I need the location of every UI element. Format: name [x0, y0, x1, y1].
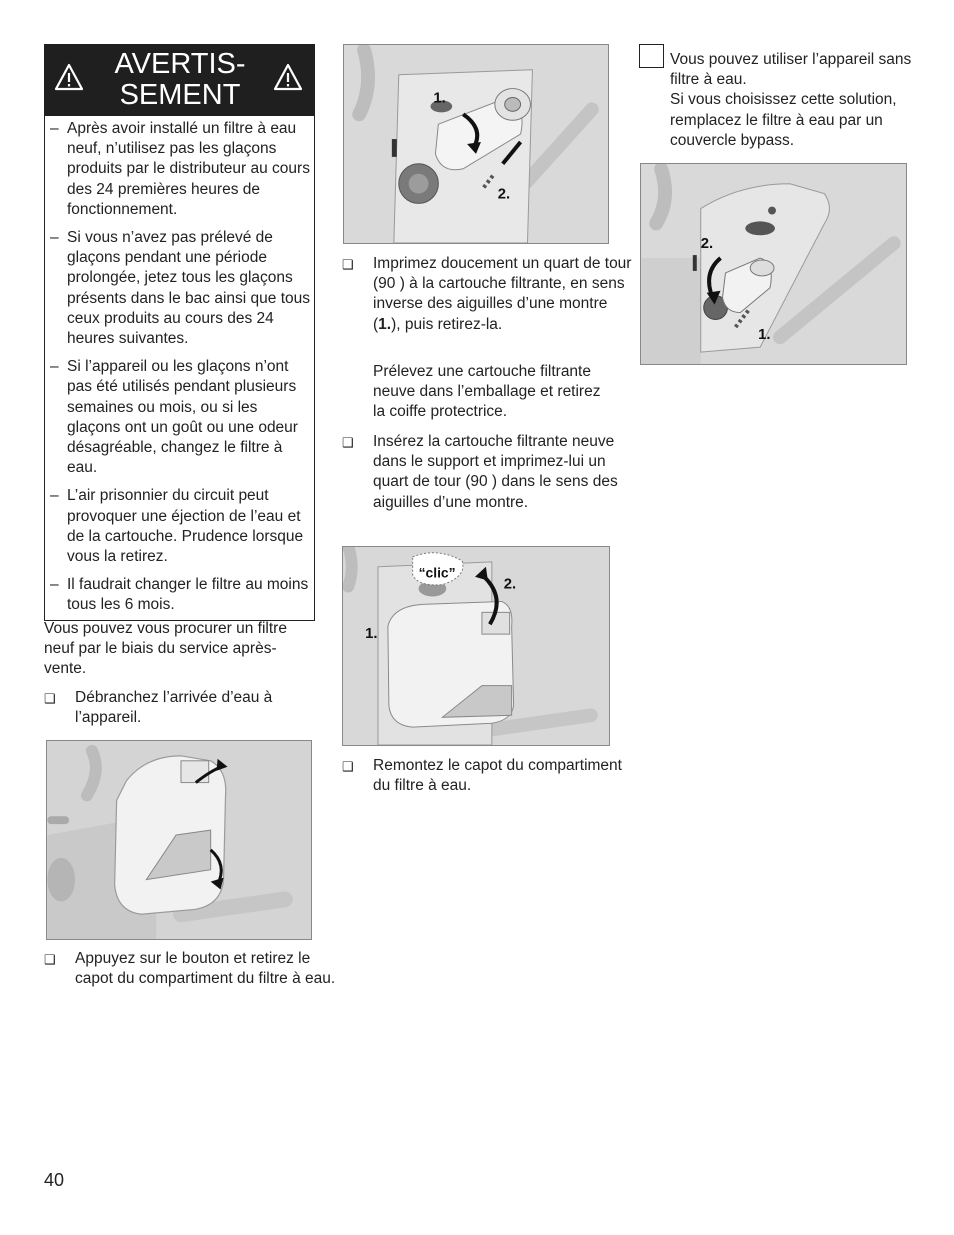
warning-item: – Si l’appareil ou les glaçons n’ont pas été utilisés pendant plusieurs semaines ou mois, ou si les glaçons ont un goût ou une odeur désagréable, changez le filtre à eau.	[50, 358, 298, 477]
checkbox-bullet-icon: ❑	[342, 257, 354, 272]
warning-header	[44, 44, 315, 116]
checkbox-bullet-icon: ❑	[342, 759, 354, 774]
figure-bypass-cover	[640, 163, 907, 365]
figure-remove-cartridge	[343, 44, 609, 244]
step-remove-cover: ❑ Appuyez sur le bouton et retirez le capot du compartiment du filtre à eau.	[44, 950, 336, 988]
warning-triangle-icon	[54, 62, 84, 92]
intro-paragraph: Vous pouvez vous procurer un filtre neuf par le biais du service après-vente.	[44, 620, 287, 678]
figure-label-step-2: 2.	[497, 186, 511, 203]
figure-label-clic: “clic”	[418, 564, 456, 581]
step-insert-cartridge: ❑ Insérez la cartouche filtrante neuve dans le support et imprimez-lui un quart de tour (90 ) dans le sens des aiguilles d’une montre.	[342, 433, 618, 511]
note-box-icon	[639, 44, 664, 68]
checkbox-bullet-icon: ❑	[342, 435, 354, 450]
bypass-note: Vous pouvez utiliser l’appareil sans filtre à eau. Si vous choisissez cette solution, remplacez le filtre à eau par un couvercle bypass.	[670, 51, 912, 149]
figure-label-step-2: 2.	[700, 236, 714, 253]
warning-item: – Après avoir installé un filtre à eau neuf, n’utilisez pas les glaçons produits par le distributeur au cours des 24 premières heures de fonctionnement.	[50, 120, 310, 218]
figure-label-step-1: 1.	[758, 327, 771, 344]
warning-title: AVERTIS- SEMENT	[114, 48, 246, 111]
checkbox-bullet-icon: ❑	[44, 691, 56, 706]
step-unplug-water: ❑ Débranchez l’arrivée d’eau à l’appareil.	[44, 689, 273, 727]
figure-label-step-2: 2.	[503, 576, 517, 593]
warning-list	[50, 119, 314, 624]
warning-item: – Si vous n’avez pas prélevé de glaçons pendant une période prolongée, jetez tous les glaçons présents dans le bac ainsi que tous ceux produits au cours des 24 heures suivantes.	[50, 229, 310, 348]
figure-label-step-1: 1.	[433, 90, 446, 107]
warning-triangle-icon	[273, 62, 303, 92]
warning-item: – Il faudrait changer le filtre au moins tous les 6 mois.	[50, 576, 309, 614]
figure-replace-cover	[342, 546, 610, 746]
step-rotate-remove: ❑ Imprimez doucement un quart de tour (90 ) à la cartouche filtrante, en sens inverse des aiguilles d’une montre (1.), puis retirez-la.	[342, 255, 632, 333]
figure-remove-cover	[46, 740, 312, 940]
figure-label-step-1: 1.	[365, 626, 378, 643]
warning-item: – L’air prisonnier du circuit peut provoquer une éjection de l’eau et de la cartouche. Prudence lorsque vous la retirez.	[50, 487, 304, 566]
step-new-cartridge-note: Prélevez une cartouche filtrante neuve dans l’emballage et retirez la coiffe protectrice.	[373, 363, 601, 421]
checkbox-bullet-icon: ❑	[44, 952, 56, 967]
page-number: 40	[44, 1170, 65, 1190]
step-refit-cover: ❑ Remontez le capot du compartiment du filtre à eau.	[342, 757, 622, 795]
